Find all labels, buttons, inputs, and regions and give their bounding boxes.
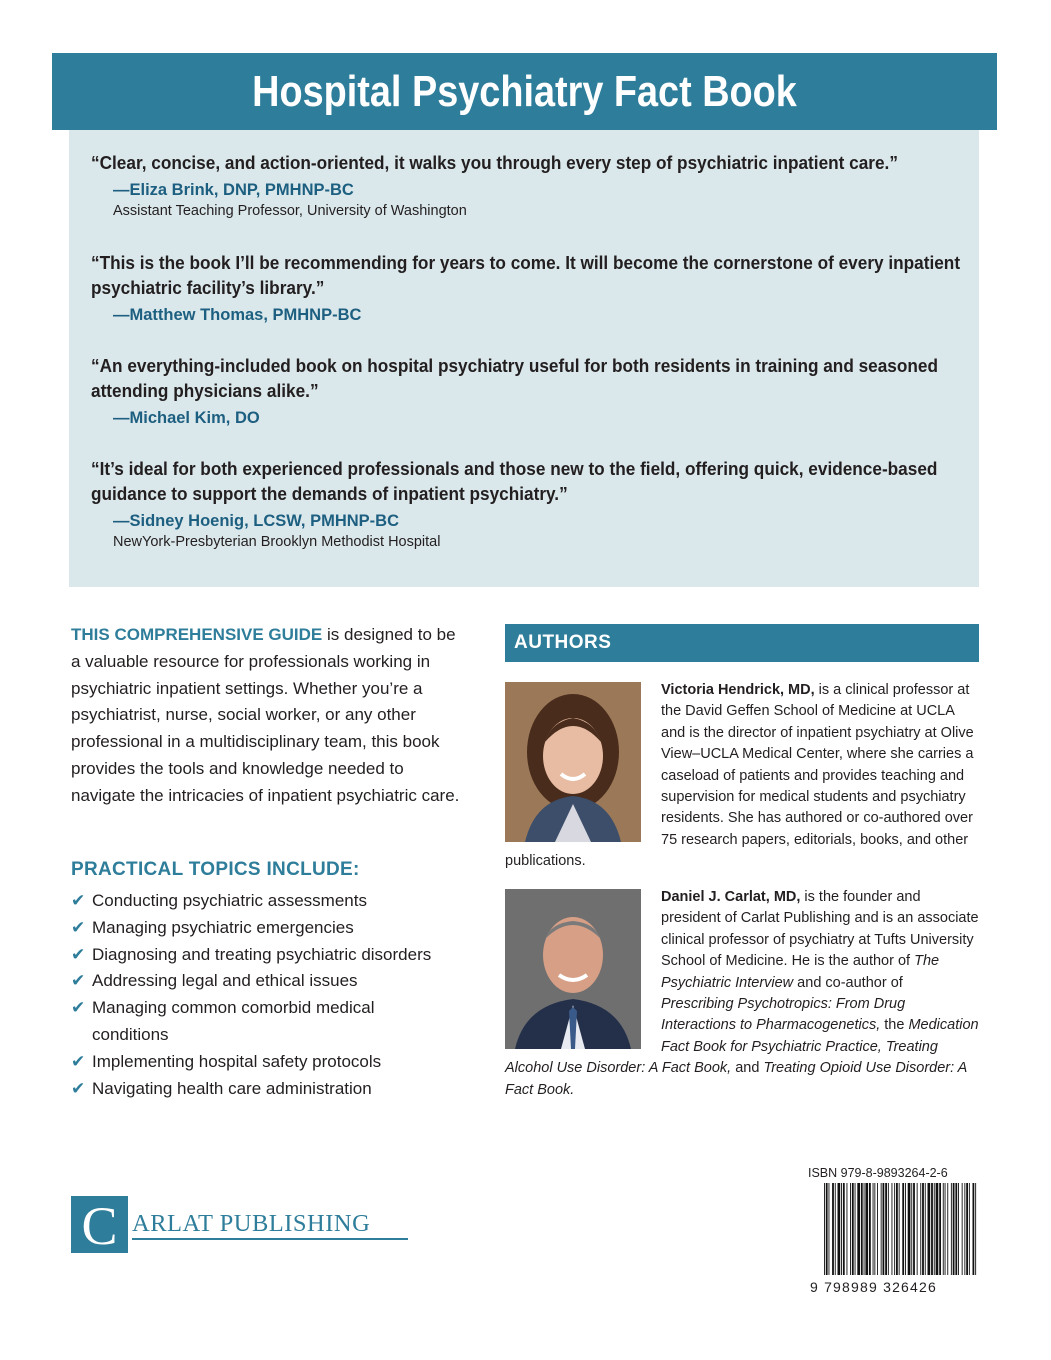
publisher-logo-mark: C bbox=[71, 1196, 128, 1253]
list-item: ✔ Managing common comorbid medical conditions bbox=[71, 995, 422, 1049]
title-banner bbox=[52, 53, 997, 130]
isbn-label: ISBN 979-8-9893264-2-6 bbox=[808, 1166, 948, 1180]
barcode-bar bbox=[964, 1183, 965, 1275]
author-bio-hendrick bbox=[505, 680, 979, 873]
checkmark-icon: ✔ bbox=[71, 971, 86, 991]
photo-spacer bbox=[505, 887, 661, 1057]
testimonial bbox=[91, 250, 971, 326]
barcode-bar bbox=[969, 1183, 970, 1275]
barcode-bar bbox=[947, 1183, 948, 1275]
guide-lead: THIS COMPREHENSIVE GUIDE bbox=[71, 625, 323, 644]
barcode-bar bbox=[864, 1183, 865, 1275]
barcode-bar bbox=[953, 1183, 955, 1275]
barcode-bar bbox=[913, 1183, 915, 1275]
photo-spacer bbox=[505, 680, 661, 848]
barcode-bar bbox=[966, 1183, 968, 1275]
barcode-bar bbox=[908, 1183, 911, 1275]
barcode-bar bbox=[874, 1183, 875, 1275]
barcode-bar bbox=[975, 1183, 976, 1275]
barcode-bar bbox=[905, 1183, 906, 1275]
barcode-bar bbox=[881, 1183, 882, 1275]
barcode-bar bbox=[934, 1183, 935, 1275]
barcode-bar bbox=[939, 1183, 941, 1275]
checkmark-icon: ✔ bbox=[71, 917, 86, 937]
list-item: ✔ Diagnosing and treating psychiatric disorders bbox=[71, 942, 471, 969]
barcode-bar bbox=[835, 1183, 836, 1275]
book-title: Medication Fact Book for Psychiatric Practice, Treating Alcohol Use Disorder: A Fact Book, bbox=[505, 1017, 979, 1077]
list-item: ✔ Addressing legal and ethical issues bbox=[71, 968, 471, 995]
barcode-bar bbox=[931, 1183, 933, 1275]
testimonial bbox=[91, 150, 971, 221]
barcode-bar bbox=[920, 1183, 921, 1275]
barcode-bar bbox=[824, 1183, 825, 1275]
barcode-bar bbox=[841, 1183, 842, 1275]
book-title: The Psychiatric Interview bbox=[661, 953, 940, 991]
barcode-bar bbox=[943, 1183, 944, 1275]
barcode-bar bbox=[847, 1183, 848, 1275]
testimonial-attribution: —Sidney Hoenig, LCSW, PMHNP-BC bbox=[113, 512, 400, 530]
checkmark-icon: ✔ bbox=[71, 998, 86, 1018]
book-title: Treating Opioid Use Disorder: A Fact Book. bbox=[505, 1060, 967, 1098]
barcode-bar bbox=[896, 1183, 898, 1275]
author-bio-text: and bbox=[731, 1060, 764, 1077]
barcode-bar bbox=[829, 1183, 830, 1275]
barcode-bar bbox=[894, 1183, 895, 1275]
testimonials-panel bbox=[69, 130, 979, 587]
barcode-bar bbox=[883, 1183, 885, 1275]
author-name-hendrick: Victoria Hendrick, MD, bbox=[661, 682, 815, 698]
barcode-bar bbox=[838, 1183, 841, 1275]
barcode-bar bbox=[892, 1183, 893, 1275]
list-item: ✔ Implementing hospital safety protocols bbox=[71, 1049, 471, 1076]
author-bio-text: is a clinical professor at the David Geffen School of Medicine at UCLA and is the director of inpatient psychiatry at Olive View–UCLA Medical Center, where she carries a caseload of patients and provides teaching and supervision for medical students and psychiatry residents. She has authored or co-authored over 75 research papers, editorials, books, and other publications. bbox=[505, 682, 974, 870]
isbn-barcode bbox=[822, 1183, 979, 1275]
publisher-logo-text: ARLAT PUBLISHING bbox=[132, 1210, 371, 1237]
topics-list bbox=[71, 888, 471, 1102]
author-bio-text: is the founder and president of Carlat Publishing and is an associate clinical professor of psychiatry at Tufts University School of Medicine. He is the author of bbox=[661, 889, 979, 970]
barcode-bar bbox=[962, 1183, 963, 1275]
author-bio-text: the bbox=[880, 1017, 909, 1034]
testimonial bbox=[91, 353, 971, 429]
barcode-bar bbox=[888, 1183, 889, 1275]
author-bio-text: and co-author of bbox=[793, 974, 903, 991]
book-title: Hospital Psychiatry Fact Book bbox=[252, 67, 797, 116]
barcode-bar bbox=[899, 1183, 900, 1275]
list-item: ✔ Navigating health care administration bbox=[71, 1076, 471, 1103]
barcode-bar bbox=[922, 1183, 924, 1275]
author-name-carlat: Daniel J. Carlat, MD, bbox=[661, 889, 801, 905]
barcode-bar bbox=[945, 1183, 946, 1275]
checkmark-icon: ✔ bbox=[71, 891, 86, 910]
barcode-bar bbox=[869, 1183, 871, 1275]
list-item: ✔ Managing psychiatric emergencies bbox=[71, 915, 471, 942]
testimonial-affiliation: NewYork-Presbyterian Brooklyn Methodist Hospital bbox=[113, 534, 441, 550]
testimonial-text: “Clear, concise, and action-oriented, it walks you through every step of psychiatric inpatient care.” bbox=[91, 152, 898, 173]
testimonial-text: “This is the book I’ll be recommending for years to come. It will become the cornerstone of every inpatient psychiatric facility’s library.” bbox=[91, 252, 961, 298]
barcode-bar bbox=[865, 1183, 868, 1275]
authors-heading-bar bbox=[505, 624, 979, 662]
barcode-bar bbox=[885, 1183, 887, 1275]
checkmark-icon: ✔ bbox=[71, 1051, 86, 1071]
barcode-bar bbox=[855, 1183, 856, 1275]
barcode-bar bbox=[832, 1183, 834, 1275]
barcode-bar bbox=[826, 1183, 828, 1275]
barcode-number: 9 798989 326426 bbox=[810, 1279, 937, 1295]
author-bio-carlat bbox=[505, 887, 979, 1101]
barcode-bar bbox=[925, 1183, 926, 1275]
barcode-bar bbox=[861, 1183, 863, 1275]
testimonial-attribution: —Matthew Thomas, PMHNP-BC bbox=[113, 306, 362, 324]
barcode-bar bbox=[951, 1183, 952, 1275]
barcode-bar bbox=[911, 1183, 912, 1275]
testimonial bbox=[91, 456, 971, 552]
barcode-bar bbox=[850, 1183, 851, 1275]
testimonial-attribution: —Eliza Brink, DNP, PMHNP-BC bbox=[113, 181, 354, 199]
barcode-bar bbox=[857, 1183, 860, 1275]
checkmark-icon: ✔ bbox=[71, 944, 86, 964]
testimonial-text: “An everything-included book on hospital psychiatry useful for both residents in training and seasoned attending physicians alike.” bbox=[91, 355, 938, 401]
guide-body: is designed to be a valuable resource for professionals working in psychiatric inpatient settings. Whether you’re a psychiatrist, nurse, social worker, or any other professional in a multidisciplinary team, this book provides the tools and knowledge needed to navigate the intricacies of inpatient psychiatric care. bbox=[71, 625, 460, 805]
publisher-logo-rule bbox=[132, 1238, 408, 1240]
barcode-bar bbox=[928, 1183, 931, 1275]
testimonial-attribution: —Michael Kim, DO bbox=[113, 409, 260, 427]
barcode-bar bbox=[873, 1183, 874, 1275]
barcode-bar bbox=[917, 1183, 918, 1275]
barcode-bar bbox=[852, 1183, 854, 1275]
list-item: ✔ Conducting psychiatric assessments bbox=[71, 888, 471, 915]
guide-description bbox=[71, 622, 461, 810]
topics-heading: PRACTICAL TOPICS INCLUDE: bbox=[71, 859, 360, 880]
barcode-bar bbox=[902, 1183, 904, 1275]
barcode-bar bbox=[958, 1183, 959, 1275]
authors-heading: AUTHORS bbox=[514, 632, 612, 653]
testimonial-affiliation: Assistant Teaching Professor, University of Washington bbox=[113, 203, 467, 219]
barcode-bar bbox=[843, 1183, 845, 1275]
testimonial-text: “It’s ideal for both experienced professionals and those new to the field, offering quick, evidence-based guidance to support the demands of inpatient psychiatry.” bbox=[91, 458, 938, 504]
barcode-bar bbox=[955, 1183, 957, 1275]
barcode-bar bbox=[973, 1183, 975, 1275]
checkmark-icon: ✔ bbox=[71, 1078, 86, 1098]
book-title: Prescribing Psychotropics: From Drug Interactions to Pharmacogenetics, bbox=[661, 996, 906, 1034]
barcode-bar bbox=[936, 1183, 939, 1275]
barcode-bar bbox=[877, 1183, 878, 1275]
